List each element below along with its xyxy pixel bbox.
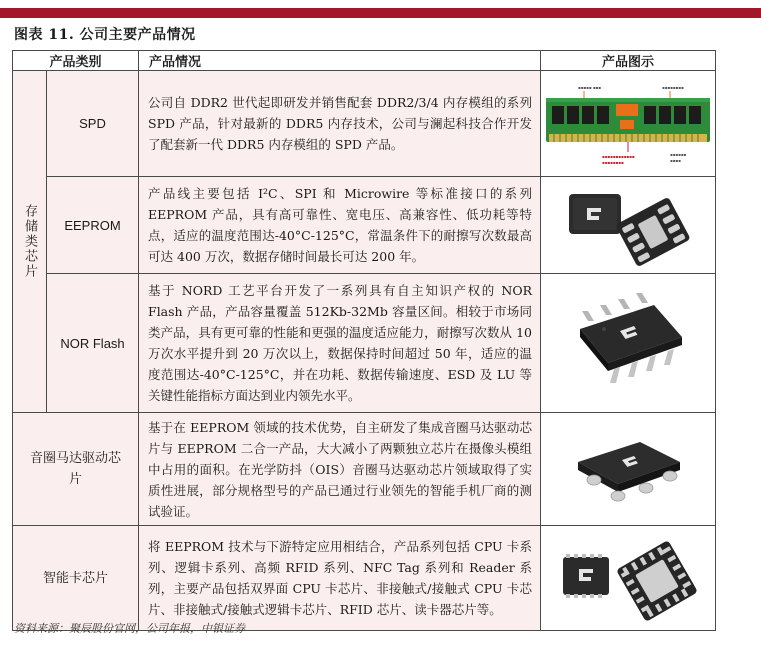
table-row: [13, 177, 716, 274]
product-description: 基于 NORD 工艺平台开发了一系列具有自主知识产权的 NOR Flash 产品，产品容量覆盖 512Kb-32Mb 容量区间。相较于市场同类产品，具有更可靠的性能和更强的温度适应能力，耐擦写次数从 10 万次水平提升到 20 万次以上，数据保持时间超过 50 年，适应的温度范围达-40°C-125°C，并在功耗、数据传输速度、ESD 及 LU 等关键性能指标方面达到业内领先水平。: [139, 274, 541, 413]
product-name: NOR Flash: [47, 274, 139, 413]
svg-text:▪▪▪▪▪▪▪▪: ▪▪▪▪▪▪▪▪: [662, 84, 684, 90]
products-table: [12, 50, 716, 631]
header-red-rule: [0, 8, 761, 18]
product-description: 基于在 EEPROM 领域的技术优势，自主研发了集成音圈马达驱动芯片与 EEPROM 二合一产品，大大减小了两颗独立芯片在摄像头模组中占用的面积。在光学防抖（OIS）音圈马达驱动芯片领域取得了实质性进展，部分规格型号的产品已通过行业领先的智能手机厂商的测试验证。: [139, 413, 541, 526]
col-header-description: 产品情况: [139, 51, 541, 71]
svg-text:▪▪▪▪▪ ▪▪▪: ▪▪▪▪▪ ▪▪▪: [578, 84, 601, 90]
smart-card-chip-image: [553, 531, 703, 625]
product-image-cell: [541, 413, 716, 526]
group-label-storage-chips: 存储类芯片: [13, 71, 47, 413]
svg-text:▪▪▪▪▪▪: ▪▪▪▪▪▪: [670, 151, 687, 157]
table-row: [13, 413, 716, 526]
svg-text:▪▪▪▪▪▪▪▪: ▪▪▪▪▪▪▪▪: [602, 159, 624, 165]
vcm-driver-chip-image: [558, 424, 698, 514]
product-description: 将 EEPROM 技术与下游特定应用相结合，产品系列包括 CPU 卡系列、逻辑卡系列、高频 RFID 系列、NFC Tag 系列和 Reader 系列，主要产品包括双界面 CPU 卡芯片、非接触式/接触式 CPU 卡芯片、非接触式/接触式逻辑卡芯片、RFID 芯片、读卡器芯片等。: [139, 526, 541, 631]
table-row: [13, 526, 716, 631]
svg-text:▪▪▪▪: ▪▪▪▪: [670, 157, 681, 163]
product-name: 音圈马达驱动芯片: [13, 413, 139, 526]
col-header-image: 产品图示: [541, 51, 716, 71]
product-image-cell: [541, 177, 716, 274]
ddr-memory-module-image: [544, 80, 712, 168]
product-image-cell: [541, 274, 716, 413]
table-header-row: [13, 51, 716, 71]
product-name: EEPROM: [47, 177, 139, 274]
eeprom-chip-image: [553, 180, 703, 270]
nor-flash-chip-image: [558, 293, 698, 393]
product-name: 智能卡芯片: [13, 526, 139, 631]
figure-caption: 图表 11. 公司主要产品情况: [14, 27, 196, 43]
product-description: 产品线主要包括 I²C、SPI 和 Microwire 等标准接口的系列 EEPROM 产品，具有高可靠性、宽电压、高兼容性、低功耗等特点，适应的温度范围达-40°C-125°C，常温条件下的耐擦写次数最高可达 400 万次，数据存储时间最长可达 200 年。: [139, 177, 541, 274]
col-header-category: 产品类别: [13, 51, 139, 71]
product-image-cell: [541, 526, 716, 631]
source-note: 资料来源：聚辰股份官网，公司年报，中银证券: [14, 622, 245, 635]
svg-text:▪▪▪▪▪▪▪▪▪▪▪▪: ▪▪▪▪▪▪▪▪▪▪▪▪: [602, 153, 635, 159]
product-name: SPD: [47, 71, 139, 177]
product-image-cell: [541, 71, 716, 177]
table-row: [13, 274, 716, 413]
table-row: [13, 71, 716, 177]
product-description: 公司自 DDR2 世代起即研发并销售配套 DDR2/3/4 内存模组的系列 SPD 产品，针对最新的 DDR5 内存技术，公司与澜起科技合作开发了配套新一代 DDR5 内存模组的 SPD 产品。: [139, 71, 541, 177]
